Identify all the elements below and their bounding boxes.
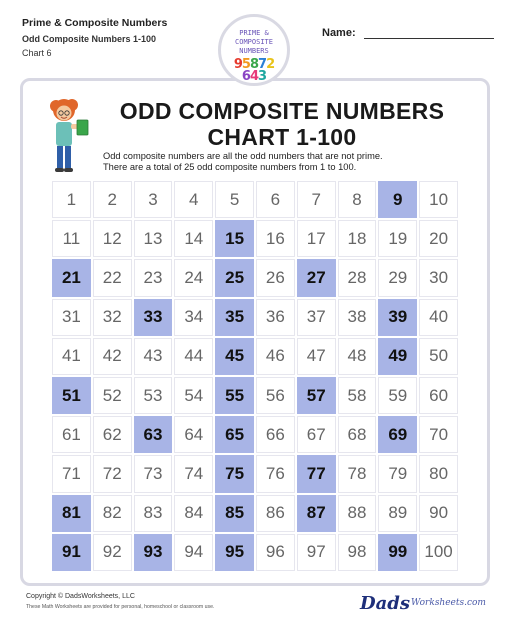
grid-cell: 17 xyxy=(297,220,336,257)
grid-cell-composite: 51 xyxy=(52,377,91,414)
grid-cell: 71 xyxy=(52,455,91,492)
grid-cell: 41 xyxy=(52,338,91,375)
grid-cell: 97 xyxy=(297,534,336,571)
grid-cell-composite: 63 xyxy=(134,416,173,453)
grid-cell: 40 xyxy=(419,299,458,336)
grid-cell: 82 xyxy=(93,495,132,532)
grid-cell: 16 xyxy=(256,220,295,257)
description xyxy=(103,151,463,173)
grid-cell: 22 xyxy=(93,259,132,296)
grid-cell: 52 xyxy=(93,377,132,414)
grid-cell: 34 xyxy=(174,299,213,336)
grid-cell: 73 xyxy=(134,455,173,492)
grid-cell: 7 xyxy=(297,181,336,218)
grid-cell: 72 xyxy=(93,455,132,492)
grid-cell-composite: 55 xyxy=(215,377,254,414)
grid-cell: 28 xyxy=(338,259,377,296)
worksheet-subtitle: Odd Composite Numbers 1-100 xyxy=(22,34,157,44)
chart-label: Chart 6 xyxy=(22,48,52,58)
name-field xyxy=(322,26,494,39)
grid-cell: 61 xyxy=(52,416,91,453)
logo-text-line2: COMPOSITE xyxy=(235,38,273,46)
grid-cell-composite: 35 xyxy=(215,299,254,336)
name-line xyxy=(364,26,494,39)
grid-cell: 80 xyxy=(419,455,458,492)
grid-cell: 90 xyxy=(419,495,458,532)
grid-cell-composite: 49 xyxy=(378,338,417,375)
grid-cell: 14 xyxy=(174,220,213,257)
grid-cell: 88 xyxy=(338,495,377,532)
grid-cell-composite: 99 xyxy=(378,534,417,571)
grid-cell: 74 xyxy=(174,455,213,492)
grid-cell-composite: 15 xyxy=(215,220,254,257)
grid-cell: 64 xyxy=(174,416,213,453)
grid-cell: 79 xyxy=(378,455,417,492)
logo-digit: 5 xyxy=(241,57,250,72)
grid-cell: 43 xyxy=(134,338,173,375)
grid-cell: 12 xyxy=(93,220,132,257)
grid-cell: 48 xyxy=(338,338,377,375)
grid-cell-composite: 39 xyxy=(378,299,417,336)
grid-cell: 46 xyxy=(256,338,295,375)
number-grid xyxy=(52,181,458,571)
grid-cell: 86 xyxy=(256,495,295,532)
grid-cell: 47 xyxy=(297,338,336,375)
chart-heading-line1: ODD COMPOSITE NUMBERS xyxy=(119,98,445,124)
grid-cell: 98 xyxy=(338,534,377,571)
grid-cell-composite: 25 xyxy=(215,259,254,296)
logo-digits-row2 xyxy=(221,69,287,84)
grid-cell: 94 xyxy=(174,534,213,571)
logo-digit: 8 xyxy=(249,57,259,72)
logo-text-line1: PRIME & xyxy=(239,29,269,37)
grid-cell-composite: 81 xyxy=(52,495,91,532)
grid-cell: 56 xyxy=(256,377,295,414)
grid-cell: 6 xyxy=(256,181,295,218)
logo-text-line3: NUMBERS xyxy=(239,47,269,55)
grid-cell: 5 xyxy=(215,181,254,218)
grid-cell: 96 xyxy=(256,534,295,571)
grid-cell-composite: 65 xyxy=(215,416,254,453)
grid-cell: 24 xyxy=(174,259,213,296)
grid-cell: 89 xyxy=(378,495,417,532)
grid-cell: 44 xyxy=(174,338,213,375)
grid-cell: 92 xyxy=(93,534,132,571)
grid-cell: 53 xyxy=(134,377,173,414)
grid-cell-composite: 93 xyxy=(134,534,173,571)
description-line1: Odd composite numbers are all the odd numbers that are not prime. xyxy=(103,151,383,161)
logo-digit: 4 xyxy=(249,69,259,84)
logo-digit: 9 xyxy=(233,57,242,72)
chart-heading-line2: CHART 1-100 xyxy=(207,124,357,150)
grid-cell-composite: 69 xyxy=(378,416,417,453)
grid-cell-composite: 85 xyxy=(215,495,254,532)
grid-cell: 58 xyxy=(338,377,377,414)
grid-cell: 13 xyxy=(134,220,173,257)
description-line2: There are a total of 25 odd composite numbers from 1 to 100. xyxy=(103,162,357,172)
usage-note: These Math Worksheets are provided for personal, homeschool or classroom use. xyxy=(26,604,215,610)
grid-cell-composite: 9 xyxy=(378,181,417,218)
grid-cell-composite: 21 xyxy=(52,259,91,296)
grid-cell: 20 xyxy=(419,220,458,257)
grid-cell: 18 xyxy=(338,220,377,257)
grid-cell: 66 xyxy=(256,416,295,453)
grid-cell: 84 xyxy=(174,495,213,532)
grid-cell: 76 xyxy=(256,455,295,492)
chart-heading xyxy=(104,98,460,150)
grid-cell-composite: 75 xyxy=(215,455,254,492)
grid-cell-composite: 33 xyxy=(134,299,173,336)
logo-digit: 3 xyxy=(258,69,267,84)
brand-big: Dads xyxy=(360,592,410,614)
student-illustration-icon xyxy=(44,96,96,178)
grid-cell: 83 xyxy=(134,495,173,532)
grid-cell: 68 xyxy=(338,416,377,453)
grid-cell: 29 xyxy=(378,259,417,296)
grid-cell: 2 xyxy=(93,181,132,218)
grid-cell-composite: 27 xyxy=(297,259,336,296)
grid-cell: 54 xyxy=(174,377,213,414)
name-label: Name: xyxy=(322,27,356,39)
grid-cell-composite: 57 xyxy=(297,377,336,414)
grid-cell: 30 xyxy=(419,259,458,296)
grid-cell: 32 xyxy=(93,299,132,336)
grid-cell-composite: 87 xyxy=(297,495,336,532)
logo-digit: 7 xyxy=(258,57,267,72)
logo-digit: 2 xyxy=(266,57,275,72)
grid-cell: 50 xyxy=(419,338,458,375)
grid-cell: 11 xyxy=(52,220,91,257)
grid-cell: 23 xyxy=(134,259,173,296)
brand-small: Worksheets.com xyxy=(411,598,486,608)
grid-cell: 60 xyxy=(419,377,458,414)
logo-digit: 6 xyxy=(241,69,250,84)
copyright-text: Copyright © DadsWorksheets, LLC xyxy=(26,593,135,600)
grid-cell: 26 xyxy=(256,259,295,296)
grid-cell: 70 xyxy=(419,416,458,453)
grid-cell: 59 xyxy=(378,377,417,414)
grid-cell: 36 xyxy=(256,299,295,336)
grid-cell: 37 xyxy=(297,299,336,336)
grid-cell: 8 xyxy=(338,181,377,218)
dadsworksheets-logo xyxy=(360,590,488,616)
grid-cell: 19 xyxy=(378,220,417,257)
prime-composite-logo xyxy=(218,14,290,86)
grid-cell: 10 xyxy=(419,181,458,218)
grid-cell: 4 xyxy=(174,181,213,218)
grid-cell-composite: 45 xyxy=(215,338,254,375)
grid-cell: 1 xyxy=(52,181,91,218)
grid-cell-composite: 91 xyxy=(52,534,91,571)
grid-cell: 3 xyxy=(134,181,173,218)
header-info xyxy=(22,17,167,59)
grid-cell: 100 xyxy=(419,534,458,571)
grid-cell: 67 xyxy=(297,416,336,453)
grid-cell: 78 xyxy=(338,455,377,492)
grid-cell: 38 xyxy=(338,299,377,336)
grid-cell-composite: 77 xyxy=(297,455,336,492)
grid-cell-composite: 95 xyxy=(215,534,254,571)
worksheet-title: Prime & Composite Numbers xyxy=(22,17,168,29)
grid-cell: 31 xyxy=(52,299,91,336)
grid-cell: 42 xyxy=(93,338,132,375)
grid-cell: 62 xyxy=(93,416,132,453)
